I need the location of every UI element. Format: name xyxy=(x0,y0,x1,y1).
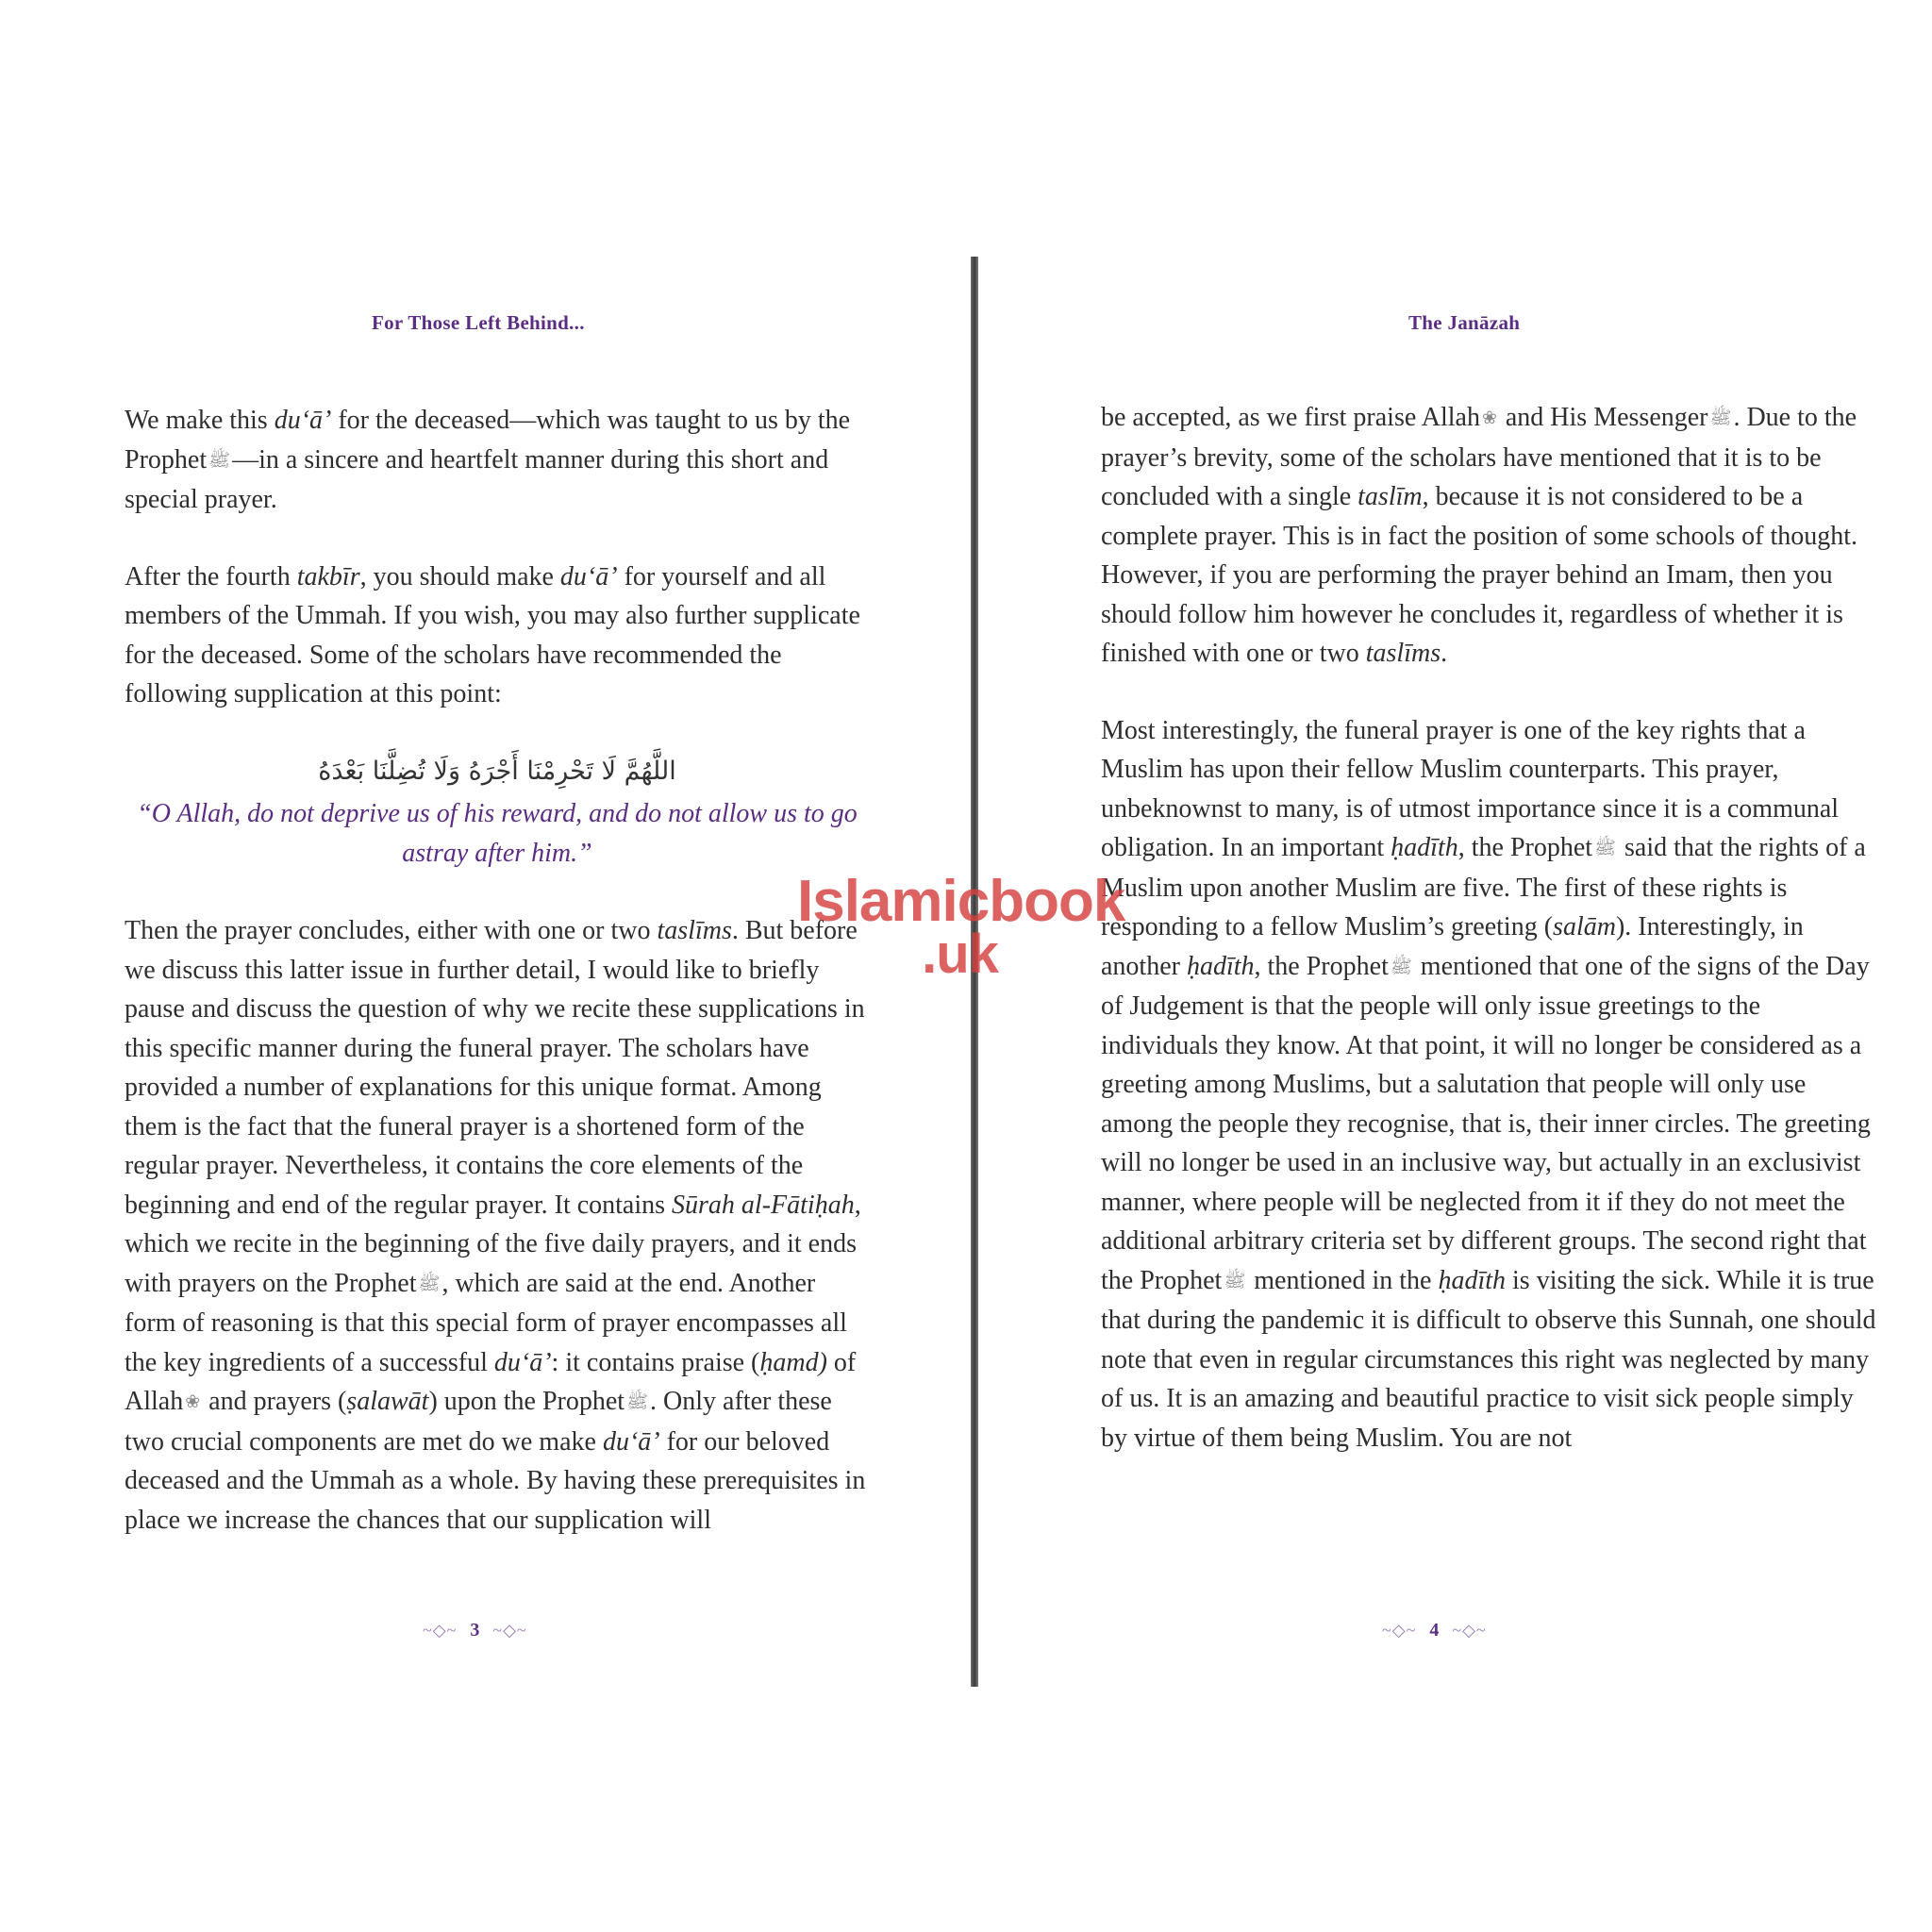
arabic-supplication: اللَّهُمَّ لَا تَحْرِمْنَا أَجْرَهُ وَلَا تُضِلَّنَا بَعْدَهُ xyxy=(318,756,676,786)
honorific-prophet-icon: ﷺ xyxy=(208,450,231,471)
right-paragraph-2: Most interestingly, the funeral prayer is one of the key rights that a Muslim has upon their fellow Muslim counterparts. This prayer, unbeknownst to many, is of utmost importance since it is a communal obligation. In an important ḥadīth, the Prophet ﷺ said that the rights of a Muslim upon another Muslim are five. The first of these rights is responding to a fellow Muslim’s greeting (salām). Interestingly, in another ḥadīth, the Prophet ﷺ mentioned that one of the signs of the Day of Judgement is that the people will only issue greetings to the individuals they know. At that point, it will no longer be considered as a greeting among Muslims, but a salutation that people will only use among the people they recognise, that is, their inner circles. The greeting will no longer be used in an inclusive way, but actually in an exclusivist manner, where people will be neglected from it if they do not meet the additional arbitrary criteria set by different groups. The second right that the Prophet ﷺ mentioned in the ḥadīth is visiting the sick. While it is true that during the pandemic it is difficult to observe this Sunnah, one should note that even in regular circumstances this right was neglected by many of us. It is an amazing and beautiful practice to visit sick people simply by virtue of them being Muslim. You are not xyxy=(1101,715,1876,1453)
flourish-left-ornament-icon: ~◇~ xyxy=(423,1621,458,1640)
honorific-prophet-icon: ﷺ xyxy=(626,1392,649,1412)
honorific-prophet-icon: ﷺ xyxy=(418,1274,441,1294)
left-paragraph-2: After the fourth takbīr, you should make du‘ā’ for yourself and all members of the Ummah. If you wish, you may also further supplicate for the deceased. Some of the scholars have recommended the following supplication at this point: xyxy=(125,561,860,708)
watermark-line-1: Islamicbook xyxy=(797,869,1125,934)
left-paragraph-3: Then the prayer concludes, either with one or two taslīms. But before we discuss this latter issue in further detail, I would like to briefly pause and discuss the question of why we recite these supplications in this specific manner during the funeral prayer. The scholars have provided a number of explanations for this unique format. Among them is the fact that the funeral prayer is a shortened form of the regular prayer. Nevertheless, it contains the core elements of the beginning and end of the regular prayer. It contains Sūrah al-Fātiḥah, which we recite in the beginning of the five daily prayers, and it ends with prayers on the Prophet ﷺ, which are said at the end. Another form of reasoning is that this special form of prayer encompasses all the key ingredients of a successful du‘ā’: it contains praise (ḥamd) of Allah ❀ and prayers (ṣalawāt) upon the Prophet ﷺ. Only after these two crucial components are met do we make du‘ā’ for our beloved deceased and the Ummah as a whole. By having these prerequisites in place we increase the chances that our supplication will xyxy=(125,916,866,1535)
right-body xyxy=(1101,398,1879,1457)
honorific-prophet-icon: ﷺ xyxy=(1594,839,1616,858)
watermark xyxy=(797,869,1125,985)
right-page xyxy=(981,0,1932,1932)
flourish-left-ornament-icon: ~◇~ xyxy=(1382,1621,1417,1640)
left-paragraph-1: We make this du‘ā’ for the deceased—which was taught to us by the Prophet ﷺ—in a sincere and heartfelt manner during this short and special prayer. xyxy=(125,406,851,514)
right-paragraph-1: be accepted, as we first praise Allah ❀ and His Messenger ﷺ. Due to the prayer’s brevity, some of the scholars have mentioned that it is to be concluded with a single taslīm, because it is not considered to be a complete prayer. This is in fact the position of some schools of thought. However, if you are performing the prayer behind an Imam, then you should follow him however he concludes it, regardless of whether it is finished with one or two taslīms. xyxy=(1101,398,1879,674)
watermark-line-2: .uk xyxy=(922,924,998,985)
right-running-head: The Janāzah xyxy=(1408,311,1521,334)
honorific-prophet-icon: ﷺ xyxy=(1224,1271,1246,1291)
left-page-number: ~◇~ 3 ~◇~ xyxy=(423,1620,527,1641)
left-body xyxy=(125,401,870,1540)
honorific-allah-icon: ❀ xyxy=(1481,408,1497,428)
honorific-allah-icon: ❀ xyxy=(185,1392,201,1412)
supplication-translation: “O Allah, do not deprive us of his reward, and do not allow us to go astray after him.” xyxy=(137,799,858,868)
left-running-head: For Those Left Behind... xyxy=(372,311,585,334)
flourish-right-ornament-icon: ~◇~ xyxy=(1452,1621,1487,1640)
right-page-number: ~◇~ 4 ~◇~ xyxy=(1382,1620,1487,1641)
honorific-prophet-icon: ﷺ xyxy=(1390,957,1412,977)
flourish-right-ornament-icon: ~◇~ xyxy=(492,1621,527,1640)
honorific-prophet-icon: ﷺ xyxy=(1709,408,1732,428)
